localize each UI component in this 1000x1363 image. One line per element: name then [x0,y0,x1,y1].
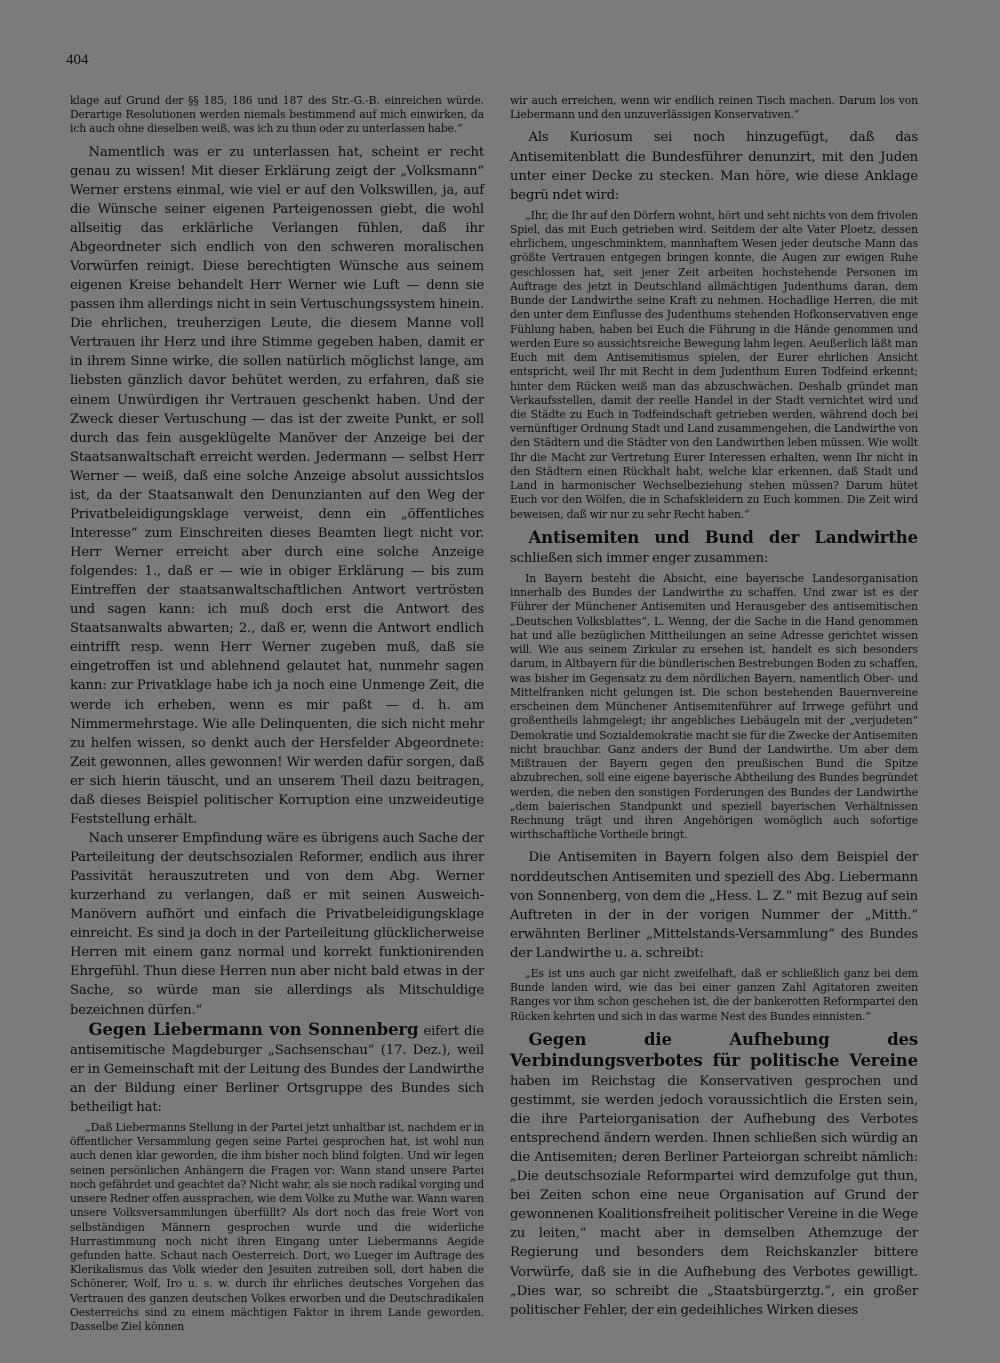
section-heading: Gegen die Aufhebung des Verbindungsverbotes für politische Vereine [510,1029,918,1070]
body-paragraph [510,528,918,568]
paragraph-text: wir auch erreichen, wenn wir endlich reinen Tisch machen. Darum los von Liebermann und den unzuverlässigen Konservativen.“ [510,94,918,122]
paragraph-text: „Ihr, die Ihr auf den Dörfern wohnt, hört und seht nichts von dem frivolen Spiel, das mit Euch getrieben wird. Seitdem der alte Vater Ploetz, dessen ehrlichem, ungeschminktem, mannhaftem Wesen jeder deutsche Mann das größte Vertrauen entgegen bringen konnte, die Augen zur ewigen Ruhe geschlossen hat, seit jener Zeit arbeiten hochstehende Personen im Auftrage des jetzt in Deutschland allmächtigen Judenthums daran, dem Bunde der Landwirthe seine Kraft zu nehmen. Hochadlige Herren, die mit den unter dem Einflusse des Judenthums stehenden Hofkonservativen enge Fühlung haben, haben bei Euch die Führung in die Hände genommen und werden Eure so aussichtsreiche Bewegung lahm legen. Aeußerlich läßt man Euch mit dem Antisemitismus spielen, der Eurer ehrlichen Ansicht entspricht, weil Ihr mit Recht in dem Judenthum Euren Todfeind erkennt; hinter dem Rücken weiß man das abzuschwächen. Deshalb gründet man Verkaufsstellen, damit der reelle Handel in der Stadt vernichtet wird und die Städte zu Euch in Todfeindschaft getrieben werden, während doch bei vernünftiger Ordnung Stadt und Land zusammengehen, die Landwirthe von den Städtern und die Städter von den Landwirthen leben müssen. Wie wollt Ihr die Macht zur Vertretung Eurer Interessen erhalten, wenn Ihr nicht in den Städtern einen Rückhalt habt, welche klar erkennen, daß Stadt und Land in harmonischer Wechselbeziehung stehen müssen? Darum hütet Euch vor den Wölfen, die in Schafskleidern zu Euch kommen. Die Zeit wird beweisen, daß wir nur zu sehr Recht haben.“ [510,208,918,521]
left-column [70,90,484,1340]
body-paragraph [510,848,918,962]
paragraph-text: Die Antisemiten in Bayern folgen also dem Beispiel der norddeutschen Antisemiten und speziell des Abg. Liebermann von Sonnenberg, von dem die „Hess. L. Z.“ mit Bezug auf sein Auftreten in der in der vorigen Nummer der „Mitth.“ erwähnten Berliner „Mittelstands-Versammlung“ des Bundes der Landwirthe u. a. schreibt: [510,850,918,961]
section-heading: Antisemiten und Bund der Landwirthe [528,527,918,547]
paragraph-text: Namentlich was er zu unterlassen hat, scheint er recht genau zu wissen! Mit dieser Erklärung zeigt der „Volksmann“ Werner erstens einmal, wie viel er auf den Volkswillen, ja, auf die Wünsche seiner eigenen Parteigenossen giebt, die wohl allseitig das erklärliche Verlangen fühlen, daß ihr Abgeordneter sich endlich von den schweren moralischen Vorwürfen reinigt. Diese berechtigten Wünsche aus seinem eigenen Kreise behandelt Herr Werner wie Luft — denn sie passen ihm allerdings nicht in sein Vertuschungssystem hinein. Die ehrlichen, treuherzigen Leute, die diesem Manne voll Vertrauen ihr Herz und ihre Stimme gegeben haben, damit er in ihrem Sinne wirke, die sollen natürlich möglichst lange, am liebsten gänzlich davor behütet werden, zu erfahren, daß sie einem Unwürdigen ihr Vertrauen geschenkt haben. Und der Zweck dieser Vertuschung — das ist der zweite Punkt, er soll durch das fein ausgeklügelte Manöver der Anzeige bei der Staatsanwaltschaft erreicht werden. Jedermann — selbst Herr Werner — weiß, daß eine solche Anzeige absolut aussichtslos ist, da der Staatsanwalt den Denunzianten auf den Weg der Privatbeleidigungsklage verweist, denn ein „öffentliches Interesse“ zum Einschreiten dieses Beamten liegt nicht vor. Herr Werner erreicht aber durch eine solche Anzeige folgendes: 1., daß er — wie in obiger Erklärung — bis zum Eintreffen der staatsanwaltschaftlichen Antwort vertrösten und sagen kann: ich muß doch erst die Antwort des Staatsanwalts abwarten; 2., daß er, wenn die Antwort endlich eintrifft resp. wenn Herr Werner zugeben muß, daß sie eingetroffen ist und ablehnend gelautet hat, nunmehr sagen kann: zur Privatklage habe ich ja noch eine Unmenge Zeit, die werde ich erheben, wenn es mir paßt — d. h. am Nimmermehrstage. Wie alle Delinquenten, die sich nicht mehr zu helfen wissen, so denkt auch der Hersfelder Abgeordnete: Zeit gewonnen, alles gewonnen! Wir werden dafür sorgen, daß er sich hierin täuscht, und an unserem Theil dazu beitragen, daß dieses Beispiel politischer Korruption eine unzweideutige Feststellung erhält. [70,144,484,827]
paragraph-text: klage auf Grund der §§ 185, 186 und 187 des Str.-G.-B. einreichen würde. Derartige Resolutionen werden niemals bestimmend auf mich einwirken, da ich auch ohne dieselben weiß, was ich zu thun oder zu unterlassen habe.“ [70,94,484,136]
quote-paragraph [70,94,484,137]
right-column [510,90,918,1320]
quote-paragraph [70,1121,484,1335]
body-paragraph [70,1020,484,1117]
body-paragraph [70,143,484,829]
section-heading: Gegen Liebermann von Sonnenberg [88,1019,419,1039]
quote-paragraph [510,209,918,522]
quote-paragraph [510,94,918,122]
body-paragraph [510,128,918,204]
quote-paragraph [510,967,918,1024]
body-paragraph [70,829,484,1020]
paragraph-text: „Es ist uns auch gar nicht zweifelhaft, daß er schließlich ganz bei dem Bunde landen wird, wie das bei einer ganzen Zahl Agitatoren zweiten Ranges vor ihm schon geschehen ist, die der bankerotten Reformpartei den Rücken kehrten und sich in das warme Nest des Bundes einnisten.“ [510,966,918,1023]
paragraph-text: In Bayern besteht die Absicht, eine bayerische Landesorganisation innerhalb des Bundes der Landwirthe zu schaffen. Und zwar ist es der Führer der Münchener Antisemiten und Herausgeber des antisemitischen „Deutschen Volksblattes“, L. Wenng, der die Sache in die Hand genommen hat und alle bezüglichen Mittheilungen an seine Adresse gerichtet wissen will. Wie aus seinem Zirkular zu ersehen ist, handelt es sich besonders darum, in Altbayern für die bündlerischen Bestrebungen Boden zu schaffen, was bisher im Gegensatz zu dem nördlichen Bayern, namentlich Ober- und Mittelfranken nicht gelungen ist. Die schon bestehenden Bauernvereine erscheinen dem Münchener Antisemitenführer auf Irrwege geführt und großentheils lahmgelegt; ihr angebliches Liebäugeln mit der „verjudeten“ Demokratie und Sozialdemokratie macht sie für die Zwecke der Antisemiten nicht brauchbar. Ganz anders der Bund der Landwirthe. Um aber dem Mißtrauen der Bayern gegen den preußischen Bund die Spitze abzubrechen, soll eine eigene bayerische Abtheilung des Bundes begründet werden, die neben den sonstigen Forderungen des Bundes der Landwirthe „dem baierischen Standpunkt und speziell bayerischen Verhältnissen Rechnung trägt und ihren Angehörigen womöglich auch sofortige wirthschaftliche Vortheile bringt. [510,572,918,842]
paragraph-text: Nach unserer Empfindung wäre es übrigens auch Sache der Parteileitung der deutschsozialen Reformer, endlich aus ihrer Passivität herauszutreten und von dem Abg. Werner kurzerhand zu verlangen, daß er mit seinen Ausweich-Manövern aufhört und einfach die Privatbeleidigungsklage einreicht. Es sind ja doch in der Parteileitung glücklicherweise Herren mit einem ganz normal und korrekt funktionirenden Ehrgefühl. Thun diese Herren nun aber nicht bald etwas in der Sache, so würde man sie allerdings als Mitschuldige bezeichnen dürfen.“ [70,830,484,1018]
paragraph-text: Als Kuriosum sei noch hinzugefügt, daß das Antisemitenblatt die Bundesführer denunzirt, mit den Juden unter einer Decke zu stecken. Man höre, wie diese Anklage begrü ndet wird: [510,130,918,203]
paragraph-text: eifert die antisemitische Magdeburger „Sachsenschau“ (17. Dez.), weil er in Gemeinschaft mit der Leitung des Bundes der Landwirthe an der Bildung einer Berliner Ortsgruppe des Bundes sich betheiligt hat: [70,1023,484,1115]
paragraph-text: „Daß Liebermanns Stellung in der Partei jetzt unhaltbar ist, nachdem er in öffentlicher Versammlung gegen seine Partei gesprochen hat, ist wohl nun auch denen klar geworden, die ihm bisher noch blind folgten. Und wir legen seinen persönlichen Anhängern die Fragen vor: Wann stand unsere Partei noch gefährdet und geachtet da? Nicht wahr, als sie noch radikal vorging und unsere Redner offen aussprachen, wie dem Volke zu Muthe war. Wann waren unsere Volksversammlungen überfüllt? Als dort noch das freie Wort von selbständigen Männern gesprochen wurde und die widerliche Hurrastimmung noch nicht ihren Eingang unter Liebermanns Aegide gefunden hatte. Schaut nach Oesterreich. Dort, wo Lueger im Auftrage des Klerikalismus das Volk wieder den Jesuiten zutreiben soll, dort haben die Schönerer, Wolf, Iro u. s. w. durch ihr ehrliches deutsches Vorgehen das Vertrauen des ganzen deutschen Volkes erworben und die Deutschradikalen Oesterreichs sind zu einem mächtigen Faktor in ihrem Lande geworden. Dasselbe Ziel können [70,1120,485,1334]
paragraph-text: haben im Reichstag die Konservativen gesprochen und gestimmt, sie werden jedoch voraussichtlich die Ersten sein, die ihre Parteiorganisation der Aufhebung des Verbotes entsprechend ändern werden. Ihnen schließen sich würdig an die Antisemiten; deren Berliner Parteiorgan schreibt nämlich: „Die deutschsoziale Reformpartei wird demzufolge gut thun, bei Zeiten schon eine neue Organisation auf Grund der gewonnenen Koalitionsfreiheit politischer Vereine in die Wege zu leiten,“ macht aber in demselben Athemzuge der Regierung und besonders dem Reichskanzler bittere Vorwürfe, daß sie in die Aufhebung des Verbotes gewilligt. „Dies war, so schreibt die „Staatsbürgerztg.“, ein großer politischer Fehler, der ein gedeihliches Wirken dieses [510,1073,918,1318]
body-paragraph [510,1030,918,1320]
paragraph-text: schließen sich immer enger zusammen: [510,550,769,566]
quote-paragraph [510,572,918,842]
page-number: 404 [66,52,89,68]
